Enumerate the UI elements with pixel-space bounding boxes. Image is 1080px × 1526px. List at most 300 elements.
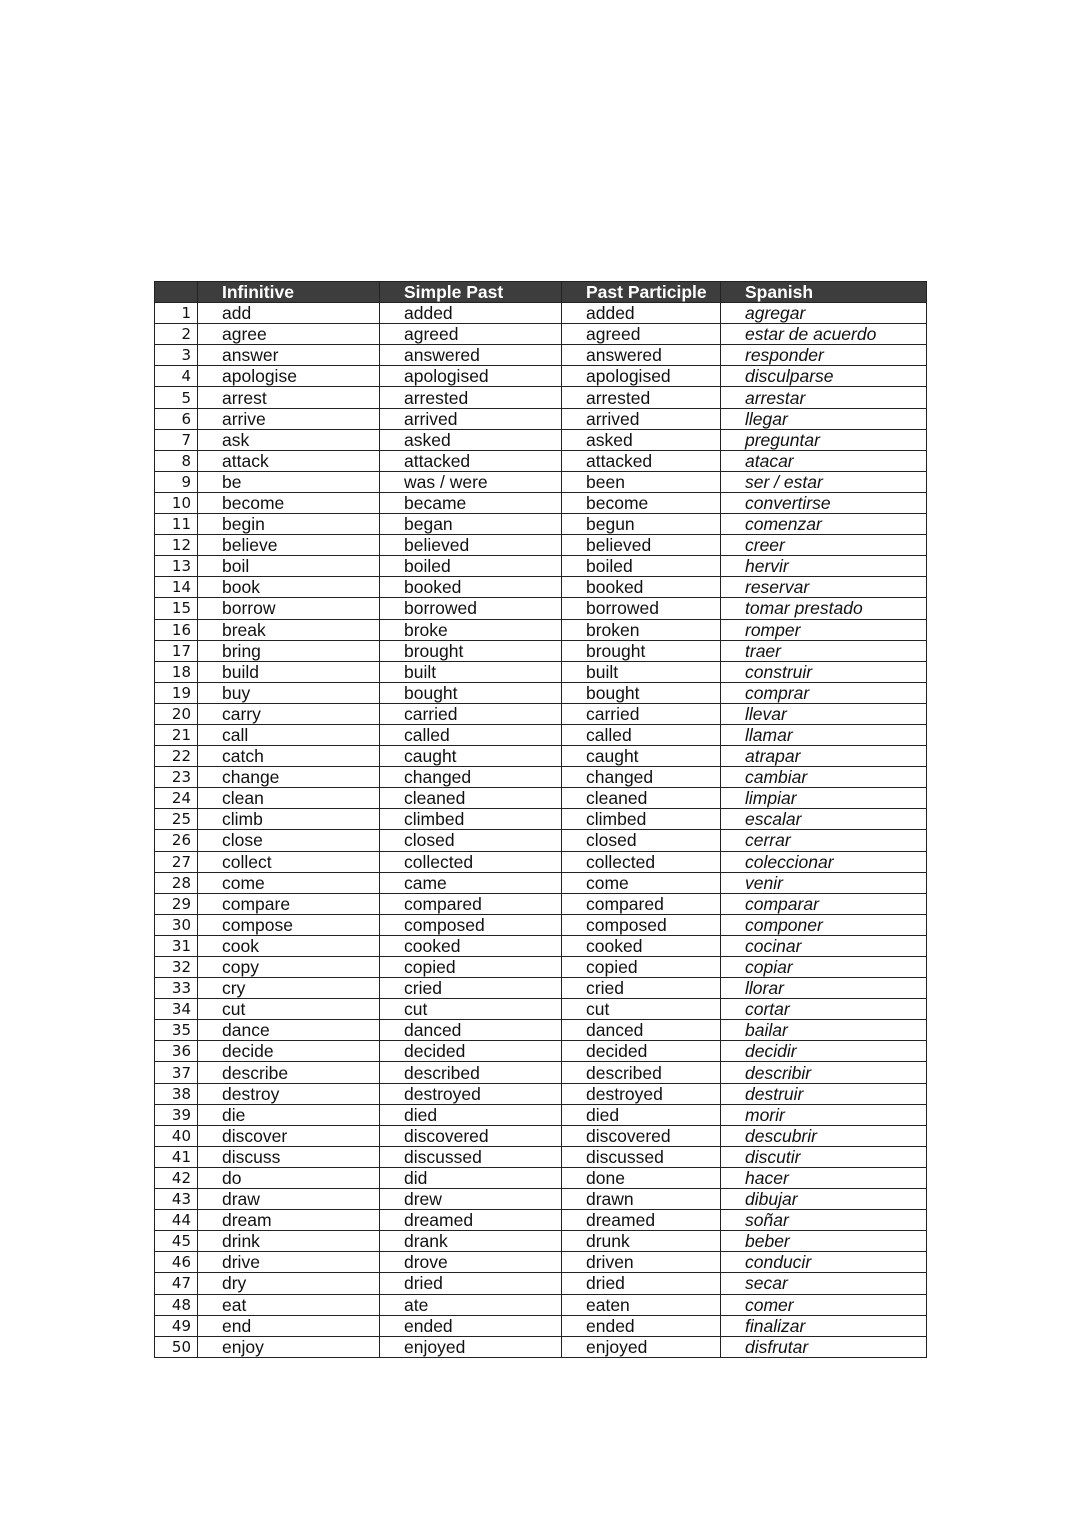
row-number-cell: 18 — [155, 661, 198, 682]
table-row — [155, 1062, 927, 1083]
spanish-cell: hacer — [721, 1167, 927, 1188]
table-row — [155, 1336, 927, 1357]
row-number-cell: 49 — [155, 1315, 198, 1336]
spanish-cell: creer — [721, 535, 927, 556]
spanish-cell: bailar — [721, 1020, 927, 1041]
row-number-cell: 31 — [155, 935, 198, 956]
spanish-cell: hervir — [721, 556, 927, 577]
table-row — [155, 682, 927, 703]
row-number-cell: 4 — [155, 366, 198, 387]
infinitive-cell: do — [198, 1167, 380, 1188]
row-number-cell: 27 — [155, 851, 198, 872]
past-participle-cell: added — [562, 303, 721, 324]
spanish-cell: escalar — [721, 809, 927, 830]
simple-past-cell: broke — [380, 619, 562, 640]
table-row — [155, 999, 927, 1020]
past-participle-cell: described — [562, 1062, 721, 1083]
simple-past-cell: bought — [380, 682, 562, 703]
past-participle-cell: come — [562, 872, 721, 893]
infinitive-cell: eat — [198, 1294, 380, 1315]
infinitive-cell: answer — [198, 345, 380, 366]
simple-past-cell: drank — [380, 1231, 562, 1252]
past-participle-cell: dreamed — [562, 1210, 721, 1231]
row-number-cell: 24 — [155, 788, 198, 809]
past-participle-cell: broken — [562, 619, 721, 640]
past-participle-cell: become — [562, 492, 721, 513]
infinitive-cell: arrive — [198, 408, 380, 429]
row-number-cell: 36 — [155, 1041, 198, 1062]
table-row — [155, 830, 927, 851]
simple-past-cell: died — [380, 1104, 562, 1125]
simple-past-cell: discovered — [380, 1125, 562, 1146]
row-number-cell: 26 — [155, 830, 198, 851]
past-participle-cell: destroyed — [562, 1083, 721, 1104]
simple-past-cell: caught — [380, 746, 562, 767]
row-number-cell: 10 — [155, 492, 198, 513]
table-row — [155, 1083, 927, 1104]
past-participle-cell: cleaned — [562, 788, 721, 809]
spanish-cell: secar — [721, 1273, 927, 1294]
infinitive-cell: discover — [198, 1125, 380, 1146]
past-participle-cell: called — [562, 724, 721, 745]
table-header — [155, 282, 927, 303]
row-number-cell: 14 — [155, 577, 198, 598]
spanish-cell: cambiar — [721, 767, 927, 788]
table-row — [155, 809, 927, 830]
spanish-cell: decidir — [721, 1041, 927, 1062]
simple-past-cell: ate — [380, 1294, 562, 1315]
row-number-cell: 43 — [155, 1189, 198, 1210]
infinitive-cell: come — [198, 872, 380, 893]
infinitive-cell: clean — [198, 788, 380, 809]
header-number — [155, 282, 198, 303]
spanish-cell: dibujar — [721, 1189, 927, 1210]
infinitive-cell: dry — [198, 1273, 380, 1294]
table-row — [155, 324, 927, 345]
past-participle-cell: believed — [562, 535, 721, 556]
spanish-cell: finalizar — [721, 1315, 927, 1336]
infinitive-cell: close — [198, 830, 380, 851]
row-number-cell: 9 — [155, 471, 198, 492]
table-row — [155, 1231, 927, 1252]
spanish-cell: reservar — [721, 577, 927, 598]
simple-past-cell: agreed — [380, 324, 562, 345]
past-participle-cell: boiled — [562, 556, 721, 577]
simple-past-cell: closed — [380, 830, 562, 851]
row-number-cell: 40 — [155, 1125, 198, 1146]
simple-past-cell: composed — [380, 914, 562, 935]
simple-past-cell: changed — [380, 767, 562, 788]
table-row — [155, 514, 927, 535]
table-row — [155, 408, 927, 429]
table-row — [155, 556, 927, 577]
spanish-cell: atacar — [721, 450, 927, 471]
table-row — [155, 1041, 927, 1062]
spanish-cell: cocinar — [721, 935, 927, 956]
spanish-cell: componer — [721, 914, 927, 935]
infinitive-cell: be — [198, 471, 380, 492]
past-participle-cell: arrived — [562, 408, 721, 429]
past-participle-cell: done — [562, 1167, 721, 1188]
infinitive-cell: arrest — [198, 387, 380, 408]
infinitive-cell: agree — [198, 324, 380, 345]
row-number-cell: 25 — [155, 809, 198, 830]
past-participle-cell: ended — [562, 1315, 721, 1336]
table-row — [155, 893, 927, 914]
past-participle-cell: brought — [562, 640, 721, 661]
row-number-cell: 46 — [155, 1252, 198, 1273]
simple-past-cell: described — [380, 1062, 562, 1083]
spanish-cell: estar de acuerdo — [721, 324, 927, 345]
spanish-cell: responder — [721, 345, 927, 366]
past-participle-cell: apologised — [562, 366, 721, 387]
simple-past-cell: enjoyed — [380, 1336, 562, 1357]
spanish-cell: coleccionar — [721, 851, 927, 872]
table-row — [155, 935, 927, 956]
spanish-cell: construir — [721, 661, 927, 682]
spanish-cell: romper — [721, 619, 927, 640]
past-participle-cell: borrowed — [562, 598, 721, 619]
past-participle-cell: been — [562, 471, 721, 492]
simple-past-cell: booked — [380, 577, 562, 598]
infinitive-cell: draw — [198, 1189, 380, 1210]
table-row — [155, 767, 927, 788]
row-number-cell: 35 — [155, 1020, 198, 1041]
row-number-cell: 6 — [155, 408, 198, 429]
past-participle-cell: answered — [562, 345, 721, 366]
simple-past-cell: decided — [380, 1041, 562, 1062]
row-number-cell: 8 — [155, 450, 198, 471]
spanish-cell: convertirse — [721, 492, 927, 513]
table-row — [155, 1167, 927, 1188]
table-row — [155, 978, 927, 999]
past-participle-cell: compared — [562, 893, 721, 914]
spanish-cell: disculparse — [721, 366, 927, 387]
past-participle-cell: attacked — [562, 450, 721, 471]
infinitive-cell: add — [198, 303, 380, 324]
table-row — [155, 471, 927, 492]
table-row — [155, 851, 927, 872]
infinitive-cell: apologise — [198, 366, 380, 387]
past-participle-cell: caught — [562, 746, 721, 767]
row-number-cell: 16 — [155, 619, 198, 640]
spanish-cell: disfrutar — [721, 1336, 927, 1357]
past-participle-cell: bought — [562, 682, 721, 703]
infinitive-cell: change — [198, 767, 380, 788]
row-number-cell: 13 — [155, 556, 198, 577]
row-number-cell: 17 — [155, 640, 198, 661]
past-participle-cell: booked — [562, 577, 721, 598]
past-participle-cell: climbed — [562, 809, 721, 830]
row-number-cell: 7 — [155, 429, 198, 450]
spanish-cell: preguntar — [721, 429, 927, 450]
simple-past-cell: asked — [380, 429, 562, 450]
infinitive-cell: discuss — [198, 1146, 380, 1167]
infinitive-cell: destroy — [198, 1083, 380, 1104]
spanish-cell: venir — [721, 872, 927, 893]
row-number-cell: 22 — [155, 746, 198, 767]
simple-past-cell: danced — [380, 1020, 562, 1041]
header-simple-past: Simple Past — [380, 282, 562, 303]
infinitive-cell: dream — [198, 1210, 380, 1231]
past-participle-cell: begun — [562, 514, 721, 535]
simple-past-cell: called — [380, 724, 562, 745]
infinitive-cell: cook — [198, 935, 380, 956]
simple-past-cell: dreamed — [380, 1210, 562, 1231]
row-number-cell: 20 — [155, 703, 198, 724]
past-participle-cell: closed — [562, 830, 721, 851]
spanish-cell: tomar prestado — [721, 598, 927, 619]
table-row — [155, 429, 927, 450]
simple-past-cell: apologised — [380, 366, 562, 387]
table-row — [155, 577, 927, 598]
simple-past-cell: arrested — [380, 387, 562, 408]
past-participle-cell: carried — [562, 703, 721, 724]
row-number-cell: 41 — [155, 1146, 198, 1167]
table-row — [155, 957, 927, 978]
past-participle-cell: danced — [562, 1020, 721, 1041]
infinitive-cell: drink — [198, 1231, 380, 1252]
table-row — [155, 746, 927, 767]
simple-past-cell: arrived — [380, 408, 562, 429]
row-number-cell: 34 — [155, 999, 198, 1020]
spanish-cell: comparar — [721, 893, 927, 914]
past-participle-cell: died — [562, 1104, 721, 1125]
spanish-cell: comenzar — [721, 514, 927, 535]
past-participle-cell: cried — [562, 978, 721, 999]
past-participle-cell: changed — [562, 767, 721, 788]
simple-past-cell: drove — [380, 1252, 562, 1273]
row-number-cell: 19 — [155, 682, 198, 703]
past-participle-cell: decided — [562, 1041, 721, 1062]
past-participle-cell: cooked — [562, 935, 721, 956]
table-row — [155, 1020, 927, 1041]
row-number-cell: 3 — [155, 345, 198, 366]
infinitive-cell: carry — [198, 703, 380, 724]
table-row — [155, 1210, 927, 1231]
infinitive-cell: climb — [198, 809, 380, 830]
row-number-cell: 21 — [155, 724, 198, 745]
spanish-cell: beber — [721, 1231, 927, 1252]
table-row — [155, 1294, 927, 1315]
table-row — [155, 661, 927, 682]
spanish-cell: comer — [721, 1294, 927, 1315]
spanish-cell: llevar — [721, 703, 927, 724]
infinitive-cell: build — [198, 661, 380, 682]
simple-past-cell: cried — [380, 978, 562, 999]
row-number-cell: 37 — [155, 1062, 198, 1083]
infinitive-cell: begin — [198, 514, 380, 535]
past-participle-cell: composed — [562, 914, 721, 935]
infinitive-cell: book — [198, 577, 380, 598]
spanish-cell: llorar — [721, 978, 927, 999]
infinitive-cell: believe — [198, 535, 380, 556]
simple-past-cell: climbed — [380, 809, 562, 830]
spanish-cell: traer — [721, 640, 927, 661]
past-participle-cell: driven — [562, 1252, 721, 1273]
table-row — [155, 387, 927, 408]
past-participle-cell: arrested — [562, 387, 721, 408]
table-row — [155, 450, 927, 471]
simple-past-cell: cooked — [380, 935, 562, 956]
simple-past-cell: cleaned — [380, 788, 562, 809]
header-row — [155, 282, 927, 303]
simple-past-cell: boiled — [380, 556, 562, 577]
past-participle-cell: copied — [562, 957, 721, 978]
simple-past-cell: borrowed — [380, 598, 562, 619]
infinitive-cell: compose — [198, 914, 380, 935]
spanish-cell: discutir — [721, 1146, 927, 1167]
spanish-cell: atrapar — [721, 746, 927, 767]
header-infinitive: Infinitive — [198, 282, 380, 303]
simple-past-cell: built — [380, 661, 562, 682]
infinitive-cell: cry — [198, 978, 380, 999]
table-row — [155, 345, 927, 366]
simple-past-cell: ended — [380, 1315, 562, 1336]
row-number-cell: 32 — [155, 957, 198, 978]
simple-past-cell: drew — [380, 1189, 562, 1210]
infinitive-cell: decide — [198, 1041, 380, 1062]
row-number-cell: 47 — [155, 1273, 198, 1294]
spanish-cell: limpiar — [721, 788, 927, 809]
simple-past-cell: answered — [380, 345, 562, 366]
row-number-cell: 5 — [155, 387, 198, 408]
infinitive-cell: enjoy — [198, 1336, 380, 1357]
simple-past-cell: became — [380, 492, 562, 513]
infinitive-cell: become — [198, 492, 380, 513]
spanish-cell: copiar — [721, 957, 927, 978]
simple-past-cell: carried — [380, 703, 562, 724]
spanish-cell: agregar — [721, 303, 927, 324]
simple-past-cell: attacked — [380, 450, 562, 471]
table-row — [155, 1315, 927, 1336]
infinitive-cell: catch — [198, 746, 380, 767]
past-participle-cell: collected — [562, 851, 721, 872]
past-participle-cell: drunk — [562, 1231, 721, 1252]
table-body — [155, 303, 927, 1358]
table-row — [155, 1104, 927, 1125]
row-number-cell: 48 — [155, 1294, 198, 1315]
simple-past-cell: added — [380, 303, 562, 324]
infinitive-cell: ask — [198, 429, 380, 450]
table-row — [155, 872, 927, 893]
simple-past-cell: believed — [380, 535, 562, 556]
table-row — [155, 619, 927, 640]
verb-table — [154, 281, 927, 1358]
infinitive-cell: attack — [198, 450, 380, 471]
table-row — [155, 1146, 927, 1167]
infinitive-cell: bring — [198, 640, 380, 661]
simple-past-cell: began — [380, 514, 562, 535]
past-participle-cell: dried — [562, 1273, 721, 1294]
row-number-cell: 12 — [155, 535, 198, 556]
simple-past-cell: copied — [380, 957, 562, 978]
spanish-cell: arrestar — [721, 387, 927, 408]
simple-past-cell: cut — [380, 999, 562, 1020]
spanish-cell: cerrar — [721, 830, 927, 851]
row-number-cell: 38 — [155, 1083, 198, 1104]
infinitive-cell: end — [198, 1315, 380, 1336]
row-number-cell: 44 — [155, 1210, 198, 1231]
infinitive-cell: cut — [198, 999, 380, 1020]
table-row — [155, 1189, 927, 1210]
spanish-cell: soñar — [721, 1210, 927, 1231]
past-participle-cell: asked — [562, 429, 721, 450]
infinitive-cell: compare — [198, 893, 380, 914]
infinitive-cell: boil — [198, 556, 380, 577]
simple-past-cell: discussed — [380, 1146, 562, 1167]
spanish-cell: destruir — [721, 1083, 927, 1104]
table-row — [155, 703, 927, 724]
infinitive-cell: die — [198, 1104, 380, 1125]
infinitive-cell: collect — [198, 851, 380, 872]
row-number-cell: 2 — [155, 324, 198, 345]
past-participle-cell: discussed — [562, 1146, 721, 1167]
row-number-cell: 23 — [155, 767, 198, 788]
row-number-cell: 33 — [155, 978, 198, 999]
simple-past-cell: collected — [380, 851, 562, 872]
spanish-cell: llamar — [721, 724, 927, 745]
table-row — [155, 303, 927, 324]
spanish-cell: ser / estar — [721, 471, 927, 492]
table-row — [155, 366, 927, 387]
header-spanish: Spanish — [721, 282, 927, 303]
row-number-cell: 42 — [155, 1167, 198, 1188]
spanish-cell: describir — [721, 1062, 927, 1083]
row-number-cell: 1 — [155, 303, 198, 324]
spanish-cell: llegar — [721, 408, 927, 429]
simple-past-cell: was / were — [380, 471, 562, 492]
row-number-cell: 50 — [155, 1336, 198, 1357]
spanish-cell: descubrir — [721, 1125, 927, 1146]
table-row — [155, 492, 927, 513]
spanish-cell: conducir — [721, 1252, 927, 1273]
past-participle-cell: drawn — [562, 1189, 721, 1210]
simple-past-cell: did — [380, 1167, 562, 1188]
spanish-cell: cortar — [721, 999, 927, 1020]
simple-past-cell: came — [380, 872, 562, 893]
table-row — [155, 724, 927, 745]
spanish-cell: morir — [721, 1104, 927, 1125]
row-number-cell: 39 — [155, 1104, 198, 1125]
table-row — [155, 1125, 927, 1146]
row-number-cell: 11 — [155, 514, 198, 535]
row-number-cell: 45 — [155, 1231, 198, 1252]
past-participle-cell: agreed — [562, 324, 721, 345]
infinitive-cell: call — [198, 724, 380, 745]
table-row — [155, 598, 927, 619]
table-row — [155, 914, 927, 935]
infinitive-cell: break — [198, 619, 380, 640]
past-participle-cell: eaten — [562, 1294, 721, 1315]
row-number-cell: 28 — [155, 872, 198, 893]
table-row — [155, 535, 927, 556]
past-participle-cell: enjoyed — [562, 1336, 721, 1357]
table-row — [155, 788, 927, 809]
past-participle-cell: discovered — [562, 1125, 721, 1146]
infinitive-cell: drive — [198, 1252, 380, 1273]
row-number-cell: 15 — [155, 598, 198, 619]
infinitive-cell: borrow — [198, 598, 380, 619]
table-row — [155, 1252, 927, 1273]
header-past-participle: Past Participle — [562, 282, 721, 303]
row-number-cell: 30 — [155, 914, 198, 935]
past-participle-cell: cut — [562, 999, 721, 1020]
row-number-cell: 29 — [155, 893, 198, 914]
simple-past-cell: brought — [380, 640, 562, 661]
table-row — [155, 640, 927, 661]
spanish-cell: comprar — [721, 682, 927, 703]
